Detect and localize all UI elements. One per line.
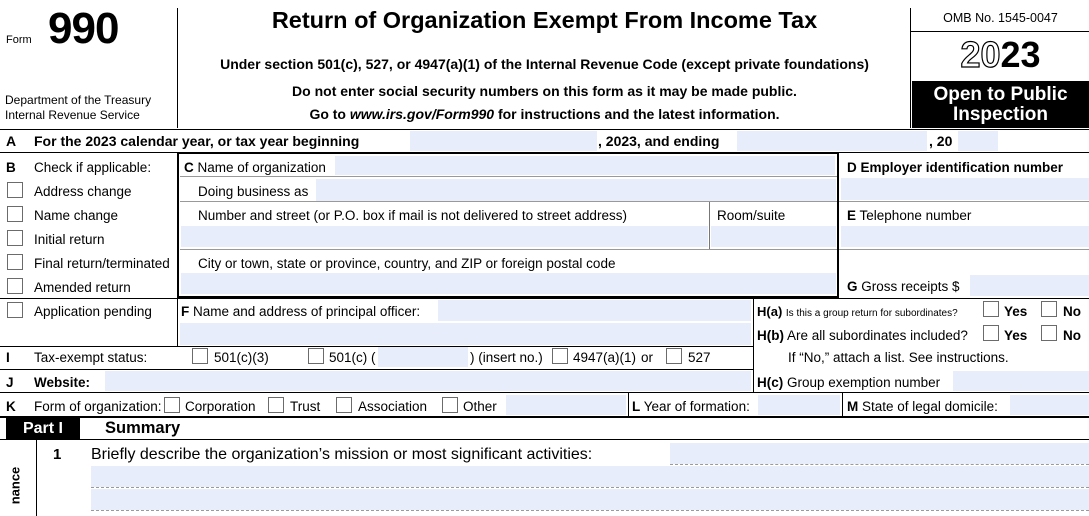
tax-exempt-status-label: Tax-exempt status: xyxy=(34,350,148,365)
form-subtitle: Under section 501(c), 527, or 4947(a)(1) of the Internal Revenue Code (except private foundations) xyxy=(220,56,869,72)
omb-number: OMB No. 1545-0047 xyxy=(943,11,1058,25)
omb-divider xyxy=(911,31,1089,32)
name-change-checkbox[interactable] xyxy=(7,206,23,222)
org-name-input[interactable] xyxy=(335,156,835,175)
principal-officer-label xyxy=(181,304,420,319)
header-divider-right xyxy=(910,8,911,128)
address-change-label: Address change xyxy=(34,184,132,199)
initial-return-checkbox[interactable] xyxy=(7,230,23,246)
line-i-letter: I xyxy=(6,350,10,365)
tax-year-end-input[interactable] xyxy=(737,131,927,151)
m-divider xyxy=(842,392,843,416)
association-checkbox[interactable] xyxy=(336,397,352,413)
association-label: Association xyxy=(358,399,428,414)
org-name-label xyxy=(184,160,326,175)
status-527-label: 527 xyxy=(688,350,711,365)
mission-dash-1 xyxy=(670,464,1089,465)
status-501c-label: 501(c) ( xyxy=(329,350,376,365)
amended-return-checkbox[interactable] xyxy=(7,278,23,294)
org-name-rule xyxy=(180,176,837,177)
h-left-divider xyxy=(753,298,754,392)
ha-label xyxy=(757,304,958,319)
telephone-label xyxy=(847,208,971,223)
form-number: 990 xyxy=(48,4,119,53)
room-suite-input[interactable] xyxy=(711,226,836,247)
ein-input[interactable] xyxy=(841,178,1089,200)
corporation-checkbox[interactable] xyxy=(164,397,180,413)
hb-prefix: H(b) xyxy=(757,328,784,343)
dba-rule xyxy=(180,201,837,202)
room-divider xyxy=(709,202,710,249)
section-e-letter: E xyxy=(847,208,857,223)
ha-text: Is this a group return for subordinates? xyxy=(785,308,958,319)
mission-input-line2[interactable] xyxy=(91,466,1089,487)
other-label: Other xyxy=(463,399,497,414)
year-formation-input[interactable] xyxy=(758,395,840,415)
section-b-label: Check if applicable: xyxy=(34,160,152,175)
form-label: Form xyxy=(6,34,32,46)
website-label: Website: xyxy=(34,375,91,390)
application-pending-checkbox[interactable] xyxy=(7,302,23,318)
part1-title: Summary xyxy=(105,419,181,437)
other-checkbox[interactable] xyxy=(442,397,458,413)
final-return-checkbox[interactable] xyxy=(7,254,23,270)
open-line2: Inspection xyxy=(952,104,1048,125)
line-i-bottom-rule xyxy=(0,369,754,370)
ha-yes-label: Yes xyxy=(1004,304,1028,319)
part1-side-label: nance xyxy=(7,466,23,505)
street-input[interactable] xyxy=(181,226,708,247)
line-a-mid: , 2023, and ending xyxy=(598,133,720,149)
street-rule xyxy=(180,249,837,250)
line-k-letter: K xyxy=(6,399,16,414)
dba-input[interactable] xyxy=(316,179,836,201)
line-a-letter: A xyxy=(6,133,17,149)
insert-no-label: ) (insert no.) xyxy=(470,350,543,365)
trust-checkbox[interactable] xyxy=(268,397,284,413)
mission-dash-3 xyxy=(91,510,1089,511)
hb-yes-label: Yes xyxy=(1004,328,1028,343)
state-domicile-text: State of legal domicile: xyxy=(862,399,998,414)
mission-question: Briefly describe the organization’s mission or most significant activities: xyxy=(91,446,593,463)
gross-receipts-text: Gross receipts $ xyxy=(861,279,960,294)
mission-dash-2 xyxy=(91,487,1089,488)
form-title: Return of Organization Exempt From Income Tax xyxy=(271,7,818,33)
name-change-label: Name change xyxy=(34,208,119,223)
org-name-text: Name of organization xyxy=(197,160,326,175)
application-pending-label: Application pending xyxy=(34,304,152,319)
hc-prefix: H(c) xyxy=(757,375,784,390)
form-of-org-label: Form of organization: xyxy=(34,399,162,414)
line1-number: 1 xyxy=(53,446,62,463)
status-527-checkbox[interactable] xyxy=(666,348,682,364)
city-input[interactable] xyxy=(181,273,836,294)
line-a-end: , 20 xyxy=(929,133,953,149)
ha-no-label: No xyxy=(1063,304,1081,319)
ein-label xyxy=(847,160,1063,175)
ein-text: Employer identification number xyxy=(860,160,1064,175)
instructions-line xyxy=(180,106,909,122)
or-label: or xyxy=(641,350,654,365)
if-no-note: If “No,” attach a list. See instructions. xyxy=(788,350,1009,365)
status-4947-label: 4947(a)(1) xyxy=(573,350,637,365)
section-g-letter: G xyxy=(847,279,858,294)
instructions-prefix: Go to xyxy=(309,106,350,122)
principal-officer-input[interactable] xyxy=(438,300,751,321)
irs-url-link[interactable]: www.irs.gov/Form990 xyxy=(349,106,495,122)
part1-tag: Part I xyxy=(6,418,80,439)
tax-year xyxy=(912,35,1089,75)
corporation-label: Corporation xyxy=(185,399,256,414)
header-divider-left xyxy=(177,8,178,128)
address-change-checkbox[interactable] xyxy=(7,182,23,198)
dba-label: Doing business as xyxy=(198,184,309,199)
line-l-letter: L xyxy=(632,399,641,414)
gross-receipts-label xyxy=(847,279,960,294)
trust-label: Trust xyxy=(290,399,321,414)
tax-year-end-yy-input[interactable] xyxy=(958,131,998,151)
state-domicile-label xyxy=(847,399,998,414)
line-k-bottom-rule xyxy=(0,416,1089,418)
tax-year-bold: 23 xyxy=(1000,34,1041,75)
telephone-input[interactable] xyxy=(841,226,1089,247)
section-bc-bottom-rule xyxy=(0,298,1089,299)
instructions-suffix: for instructions and the latest information. xyxy=(494,106,780,122)
telephone-rule xyxy=(839,249,1089,250)
gross-receipts-input[interactable] xyxy=(970,275,1089,296)
section-b-letter: B xyxy=(6,160,16,175)
hc-label xyxy=(757,375,940,390)
hb-no-checkbox[interactable] xyxy=(1041,325,1057,341)
l-divider xyxy=(628,392,629,416)
status-501c3-label: 501(c)(3) xyxy=(214,350,269,365)
ssn-notice: Do not enter social security numbers on this form as it may be made public. xyxy=(292,83,797,99)
line-j-bottom-rule xyxy=(0,392,1089,393)
ein-rule xyxy=(839,201,1089,202)
dept-line2: Internal Revenue Service xyxy=(5,108,140,122)
street-label: Number and street (or P.O. box if mail is not delivered to street address) xyxy=(198,208,627,223)
year-formation-text: Year of formation: xyxy=(643,399,750,414)
section-d-letter: D xyxy=(847,160,857,175)
hb-text: Are all subordinates included? xyxy=(787,328,968,343)
section-f-letter: F xyxy=(181,304,190,319)
ha-yes-checkbox[interactable] xyxy=(983,301,999,317)
line-j-letter: J xyxy=(6,375,14,390)
section-f-bottom-rule xyxy=(0,346,754,347)
state-domicile-input[interactable] xyxy=(1010,395,1089,415)
hb-yes-checkbox[interactable] xyxy=(983,325,999,341)
tax-year-outline: 20 xyxy=(960,34,1001,75)
final-return-label: Final return/terminated xyxy=(34,256,170,271)
open-line1: Open to Public xyxy=(933,84,1068,105)
year-formation-label xyxy=(632,399,750,414)
f-left-divider xyxy=(177,298,178,346)
principal-officer-address-input[interactable] xyxy=(180,323,751,345)
dept-line1: Department of the Treasury xyxy=(5,93,152,107)
part1-side-divider xyxy=(36,440,37,516)
city-label: City or town, state or province, country, and ZIP or foreign postal code xyxy=(198,256,616,271)
header-bottom-rule xyxy=(0,129,1089,130)
mission-input-line1[interactable] xyxy=(670,443,1089,464)
group-exemption-input[interactable] xyxy=(953,371,1089,391)
line-a-text: For the 2023 calendar year, or tax year beginning xyxy=(34,133,360,149)
section-c-letter: C xyxy=(184,160,194,175)
status-501c-number-input[interactable] xyxy=(378,347,468,367)
other-input[interactable] xyxy=(506,395,626,415)
ha-no-checkbox[interactable] xyxy=(1041,301,1057,317)
principal-officer-text: Name and address of principal officer: xyxy=(193,304,421,319)
amended-return-label: Amended return xyxy=(34,280,131,295)
ha-prefix: H(a) xyxy=(757,304,783,319)
line-m-letter: M xyxy=(847,399,859,414)
part1-header-rule xyxy=(0,439,1089,440)
tax-year-begin-input[interactable] xyxy=(410,131,597,151)
hb-label xyxy=(757,328,968,343)
hc-text: Group exemption number xyxy=(787,375,941,390)
hb-no-label: No xyxy=(1063,328,1081,343)
status-501c-checkbox[interactable] xyxy=(308,348,324,364)
initial-return-label: Initial return xyxy=(34,232,105,247)
website-input[interactable] xyxy=(105,371,751,391)
telephone-text: Telephone number xyxy=(859,208,972,223)
mission-input-line3[interactable] xyxy=(91,489,1089,510)
status-501c3-checkbox[interactable] xyxy=(192,348,208,364)
open-to-public-banner xyxy=(912,81,1089,128)
status-4947-checkbox[interactable] xyxy=(552,348,568,364)
room-suite-label: Room/suite xyxy=(717,208,786,223)
